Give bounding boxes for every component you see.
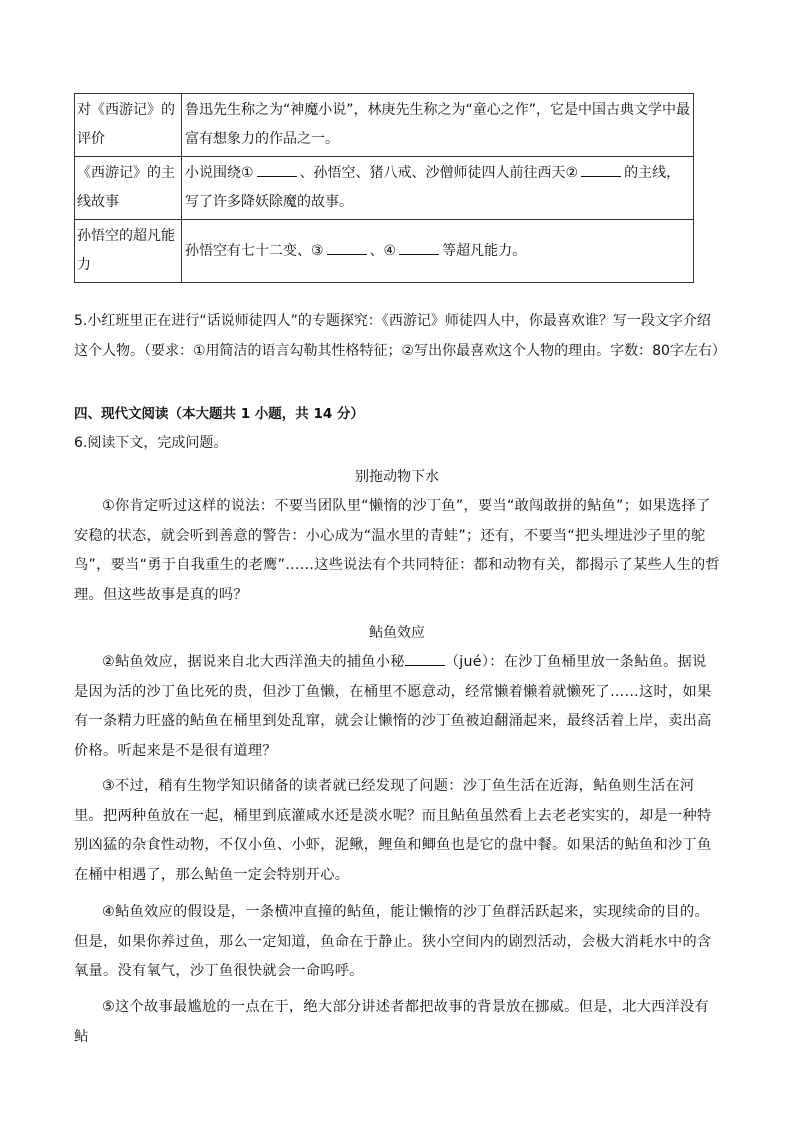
- paragraph-2: [74, 648, 720, 766]
- fill-blank-jue[interactable]: [405, 651, 445, 666]
- row-content: 鲁迅先生称之为“神魔小说”，林庚先生称之为“童心之作”，它是中国古典文学中最富有想象力的作品之一。: [182, 94, 694, 157]
- paragraph-5: ⑤这个故事最尴尬的一点在于，绝大部分讲述者都把故事的背景放在挪威。但是，北大西洋没有鲇: [74, 999, 710, 1045]
- row-label: 孙悟空的超凡能力: [75, 220, 182, 283]
- article-title: 别拖动物下水: [355, 469, 439, 485]
- fill-blank-1[interactable]: [257, 162, 297, 177]
- text-segment: 小说围绕①: [185, 165, 254, 181]
- row-label: 《西游记》的主线故事: [75, 157, 182, 220]
- table-row: [75, 94, 694, 157]
- question-5: 5.小红班里正在进行“话说师徒四人”的专题探究：《西游记》师徒四人中，你最喜欢谁？写一段文字介绍这个人物。（要求：①用简洁的语言勾勒其性格特征；②写出你最喜欢这个人物的理由。字数：80字左右）: [74, 313, 726, 359]
- table-row: [75, 220, 694, 283]
- text-segment: （jué）：在沙丁鱼桶里放一条鲇鱼。据说是因为活的沙丁鱼比死的贵，但沙丁鱼懒，在桶里不愿意动，经常懒着懒着就懒死了……这时，如果有一条精力旺盛的鲇鱼在桶里到处乱窜，就会让懒惰的沙丁鱼被迫翻涌起来，最终活着上岸，卖出高价格。听起来是不是很有道理？: [74, 654, 712, 759]
- text-segment: 、孙悟空、猪八戒、沙僧师徒四人前往西天②: [299, 165, 579, 181]
- fill-blank-2[interactable]: [581, 162, 621, 177]
- paragraph-1: ①你肯定听过这样的说法：不要当团队里“懒惰的沙丁鱼”，要当“敢闯敢拼的鲇鱼”；如果选择了安稳的状态，就会听到善意的警告：小心成为“温水里的青蛙”；还有，不要当“把头埋进沙子里的鸵鸟”，要当“勇于自我重生的老鹰”……这些说法有个共同特征：都和动物有关，都揭示了某些人生的哲理。但这些故事是真的吗？: [74, 498, 720, 603]
- paragraph-3: ③不过，稍有生物学知识储备的读者就已经发现了问题：沙丁鱼生活在近海，鲇鱼则生活在河里。把两种鱼放在一起，桶里到底灌咸水还是淡水呢？而且鲇鱼虽然看上去老老实实的，却是一种特别凶猛的杂食性动物，不仅小鱼、小虾，泥鳅，鲤鱼和鲫鱼也是它的盘中餐。如果活的鲇鱼和沙丁鱼在桶中相遇了，那么鲇鱼一定会特别开心。: [74, 778, 712, 883]
- paragraph-4: ④鲇鱼效应的假设是，一条横冲直撞的鲇鱼，能让懒惰的沙丁鱼群活跃起来，实现续命的目的。但是，如果你养过鱼，那么一定知道，鱼命在于静止。狭小空间内的剧烈活动，会极大消耗水中的含氧量。没有氧气，沙丁鱼很快就会一命呜呼。: [74, 904, 712, 979]
- text-segment: 、④: [369, 242, 397, 259]
- table-row: [75, 157, 694, 220]
- fill-blank-4[interactable]: [399, 240, 439, 255]
- question-6: 6.阅读下文，完成问题。: [74, 435, 228, 451]
- row-content: [182, 157, 694, 220]
- text-segment: 孙悟空有七十二变、③: [185, 242, 324, 259]
- article-subtitle: 鲇鱼效应: [369, 625, 425, 641]
- section-heading: 四、现代文阅读（本大题共 1 小题，共 14 分）: [74, 406, 364, 422]
- info-table: [74, 93, 694, 283]
- row-label: 对《西游记》的评价: [75, 94, 182, 157]
- fill-blank-3[interactable]: [327, 240, 367, 255]
- text-segment: 的主线，写了许多降妖除魔的故事。: [185, 165, 681, 210]
- row-content: [182, 220, 694, 283]
- text-segment: 等超凡能力。: [442, 242, 527, 259]
- text-segment: ②鲇鱼效应，据说来自北大西洋渔夫的捕鱼小秘: [102, 654, 405, 670]
